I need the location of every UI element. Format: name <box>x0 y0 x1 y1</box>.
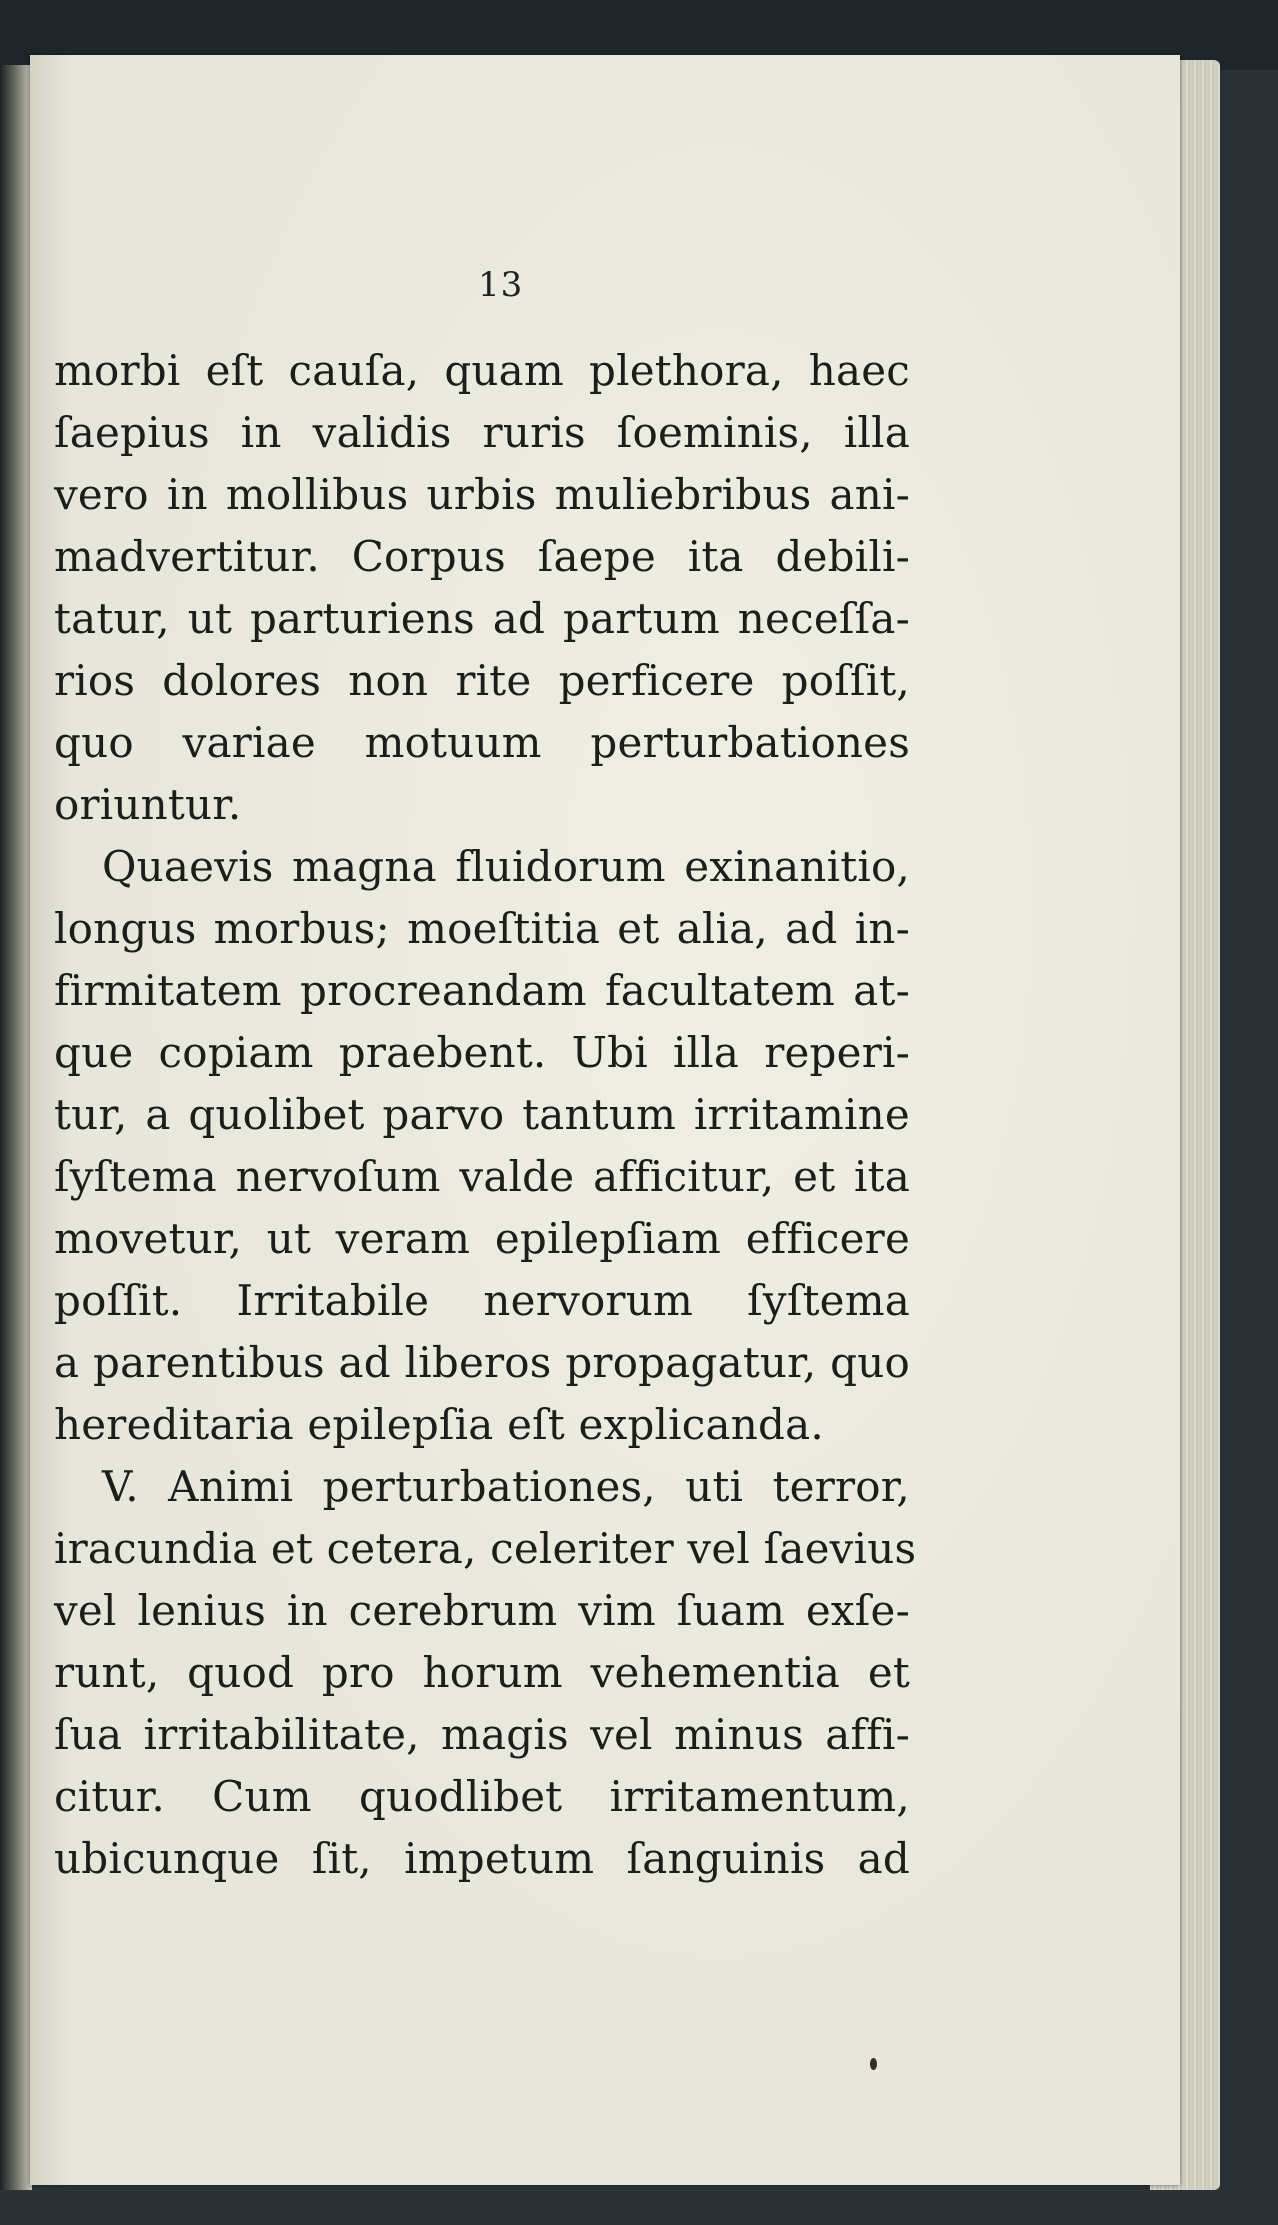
text-line: ſyſtema nervoſum valde afficitur, et ita <box>54 1152 910 1201</box>
text-line: longus morbus; moeſtitia et alia, ad in- <box>54 904 910 953</box>
text-line: morbi eſt cauſa, quam plethora, haec <box>54 346 910 395</box>
text-line: hereditaria epilepſia eſt explicanda. <box>54 1400 824 1449</box>
text-line: quo variae motuum perturbationes <box>54 718 910 767</box>
text-line: iracundia et cetera, celeriter vel ſaevius <box>54 1524 917 1573</box>
ink-speck <box>870 2058 877 2070</box>
text-line: movetur, ut veram epilepſiam efficere <box>54 1214 910 1263</box>
text-line: a parentibus ad liberos propagatur, quo <box>54 1338 910 1387</box>
text-line: madvertitur. Corpus ſaepe ita debili- <box>54 532 910 581</box>
text-line: ſua irritabilitate, magis vel minus affi- <box>54 1710 910 1759</box>
book-page <box>30 55 1180 2185</box>
page-number: 13 <box>478 265 524 305</box>
text-line: poſſit. Irritabile nervorum ſyſtema <box>54 1276 910 1325</box>
text-line: Quaevis magna fluidorum exinanitio, <box>102 842 910 891</box>
text-line: ubicunque ſit, impetum ſanguinis ad <box>54 1834 910 1883</box>
text-line: vero in mollibus urbis muliebribus ani- <box>54 470 910 519</box>
page-text <box>54 340 917 1890</box>
book-gutter <box>0 65 32 2190</box>
text-line: tur, a quolibet parvo tantum irritamine <box>54 1090 910 1139</box>
text-line: ſaepius in validis ruris ſoeminis, illa <box>54 408 910 457</box>
text-line: firmitatem procreandam facultatem at- <box>54 966 910 1015</box>
text-line: V. Animi perturbationes, uti terror, <box>102 1462 910 1511</box>
text-line: rios dolores non rite perficere poſſit, <box>54 656 910 705</box>
text-line: oriuntur. <box>54 780 242 829</box>
text-line: que copiam praebent. Ubi illa reperi- <box>54 1028 910 1077</box>
text-line: vel lenius in cerebrum vim ſuam exſe- <box>54 1586 910 1635</box>
text-line: tatur, ut parturiens ad partum neceſſa- <box>54 594 910 643</box>
text-line: runt, quod pro horum vehementia et <box>54 1648 910 1697</box>
text-line: citur. Cum quodlibet irritamentum, <box>54 1772 910 1821</box>
